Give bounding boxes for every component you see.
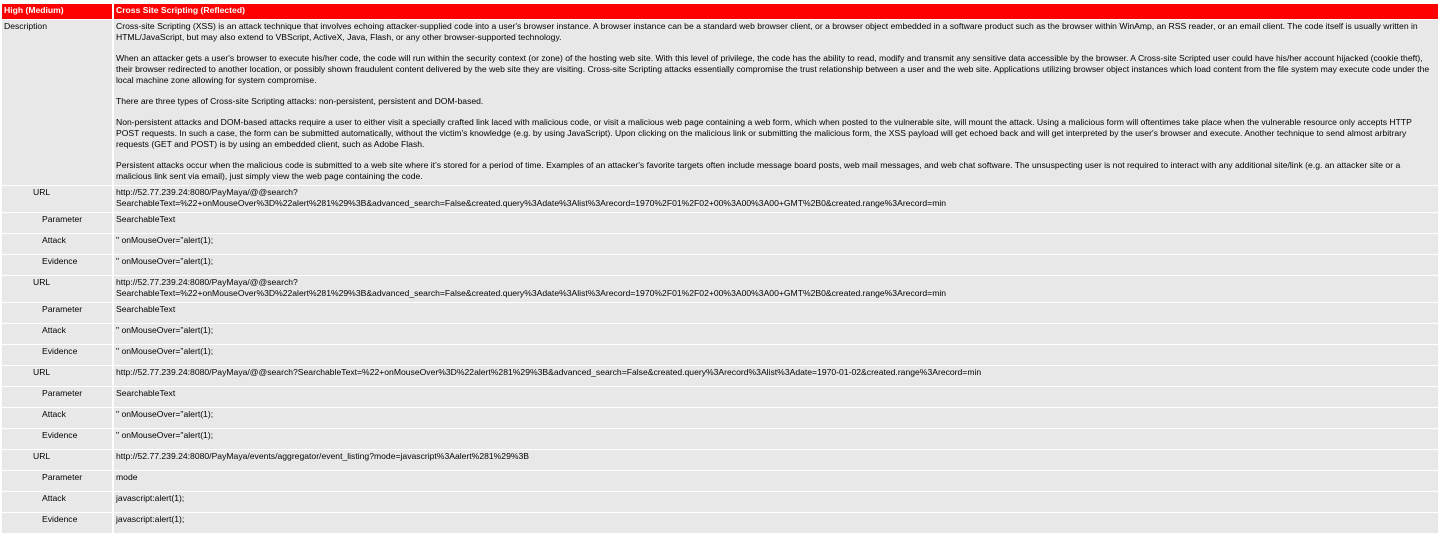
url-line: http://52.77.239.24:8080/PayMaya/events/aggregator/event_listing?mode=javascript%3Aalert%281%29%3B <box>116 451 530 461</box>
url-line: http://52.77.239.24:8080/PayMaya/@@search? <box>116 277 298 287</box>
attack-value: javascript:alert(1); <box>114 492 1438 512</box>
url-label: URL <box>2 276 112 302</box>
attack-label: Attack <box>2 408 112 428</box>
attack-label: Attack <box>2 492 112 512</box>
url-label: URL <box>2 450 112 470</box>
url-value <box>114 366 1438 386</box>
description-label: Description <box>2 20 112 185</box>
instance-parameter-row <box>2 213 1438 233</box>
url-value <box>114 276 1438 302</box>
alert-header-row <box>2 4 1438 19</box>
instance-evidence-row <box>2 513 1438 533</box>
description-text <box>114 20 1438 185</box>
parameter-value: mode <box>114 471 1438 491</box>
url-label: URL <box>2 186 112 212</box>
parameter-value: SearchableText <box>114 387 1438 407</box>
instance-url-row <box>2 366 1438 386</box>
instance-evidence-row <box>2 345 1438 365</box>
description-row <box>2 20 1438 185</box>
description-paragraph: Persistent attacks occur when the malicious code is submitted to a web site where it's stored for a period of time. Examples of an attacker's favorite targets often include message board posts, web mail messages, and web chat software. The unsuspecting user is not required to interact with any additional site/link (e.g. an attacker site or a malicious link sent via email), just simply view the web page containing the code. <box>116 160 1401 181</box>
risk-level-label: High (Medium) <box>2 4 112 19</box>
url-line: http://52.77.239.24:8080/PayMaya/@@search? <box>116 187 298 197</box>
description-paragraph: Non-persistent attacks and DOM-based attacks require a user to either visit a specially crafted link laced with malicious code, or visit a malicious web page containing a web form, which when posted to the vulnerable site, will mount the attack. Using a malicious form will oftentimes take place when the vulnerable resource only accepts HTTP POST requests. In such a case, the form can be submitted automatically, without the victim's knowledge (e.g. by using JavaScript). Upon clicking on the malicious link or submitting the malicious form, the XSS payload will get echoed back and will get interpreted by the user's browser and execute. Another technique to send almost arbitrary requests (GET and POST) is by using an embedded client, such as Adobe Flash. <box>116 117 1412 149</box>
instance-attack-row <box>2 234 1438 254</box>
instance-attack-row <box>2 408 1438 428</box>
evidence-label: Evidence <box>2 345 112 365</box>
evidence-value: " onMouseOver="alert(1); <box>114 429 1438 449</box>
attack-label: Attack <box>2 324 112 344</box>
parameter-label: Parameter <box>2 387 112 407</box>
instance-attack-row <box>2 324 1438 344</box>
url-line: SearchableText=%22+onMouseOver%3D%22alert%281%29%3B&advanced_search=False&created.query%3Adate%3Alist%3Arecord=1970%2F01%2F02+00%3A00%3A00+GMT%2B0&created.range%3Arecord=min <box>116 198 947 208</box>
instance-parameter-row <box>2 303 1438 323</box>
instance-parameter-row <box>2 387 1438 407</box>
attack-value: " onMouseOver="alert(1); <box>114 408 1438 428</box>
parameter-value: SearchableText <box>114 303 1438 323</box>
description-paragraph: When an attacker gets a user's browser to execute his/her code, the code will run within the security context (or zone) of the hosting web site. With this level of privilege, the code has the ability to read, modify and transmit any sensitive data accessible by the browser. A Cross-site Scripted user could have his/her account hijacked (cookie theft), their browser redirected to another location, or possibly shown fraudulent content delivered by the web site they are visiting. Cross-site Scripting attacks essentially compromise the trust relationship between a user and the web site. Applications utilizing browser object instances which load content from the file system may execute code under the local machine zone allowing for system compromise. <box>116 53 1430 85</box>
description-paragraph: There are three types of Cross-site Scripting attacks: non-persistent, persistent and DOM-based. <box>116 96 484 106</box>
instance-url-row <box>2 276 1438 302</box>
alert-title: Cross Site Scripting (Reflected) <box>114 4 1438 19</box>
evidence-value: " onMouseOver="alert(1); <box>114 345 1438 365</box>
instance-parameter-row <box>2 471 1438 491</box>
url-line: SearchableText=%22+onMouseOver%3D%22alert%281%29%3B&advanced_search=False&created.query%3Adate%3Alist%3Arecord=1970%2F01%2F02+00%3A00%3A00+GMT%2B0&created.range%3Arecord=min <box>116 288 947 298</box>
attack-label: Attack <box>2 234 112 254</box>
evidence-label: Evidence <box>2 429 112 449</box>
attack-value: " onMouseOver="alert(1); <box>114 324 1438 344</box>
instance-evidence-row <box>2 429 1438 449</box>
instance-evidence-row <box>2 255 1438 275</box>
evidence-label: Evidence <box>2 255 112 275</box>
parameter-value: SearchableText <box>114 213 1438 233</box>
attack-value: " onMouseOver="alert(1); <box>114 234 1438 254</box>
parameter-label: Parameter <box>2 213 112 233</box>
evidence-label: Evidence <box>2 513 112 533</box>
url-value <box>114 186 1438 212</box>
instance-url-row <box>2 450 1438 470</box>
url-line: http://52.77.239.24:8080/PayMaya/@@search?SearchableText=%22+onMouseOver%3D%22alert%281%29%3B&advanced_search=False&created.query%3Arecord%3Alist%3Adate=1970-01-02&created.range%3Arecord=min <box>116 367 982 377</box>
description-paragraph: Cross-site Scripting (XSS) is an attack technique that involves echoing attacker-supplied code into a user's browser instance. A browser instance can be a standard web browser client, or a browser object embedded in a software product such as the browser within WinAmp, an RSS reader, or an email client. The code itself is usually written in HTML/JavaScript, but may also extend to VBScript, ActiveX, Java, Flash, or any other browser-supported technology. <box>116 21 1418 42</box>
evidence-value: " onMouseOver="alert(1); <box>114 255 1438 275</box>
parameter-label: Parameter <box>2 303 112 323</box>
alert-details-table <box>0 3 1440 534</box>
url-label: URL <box>2 366 112 386</box>
parameter-label: Parameter <box>2 471 112 491</box>
evidence-value: javascript:alert(1); <box>114 513 1438 533</box>
instance-url-row <box>2 186 1438 212</box>
instance-attack-row <box>2 492 1438 512</box>
url-value <box>114 450 1438 470</box>
